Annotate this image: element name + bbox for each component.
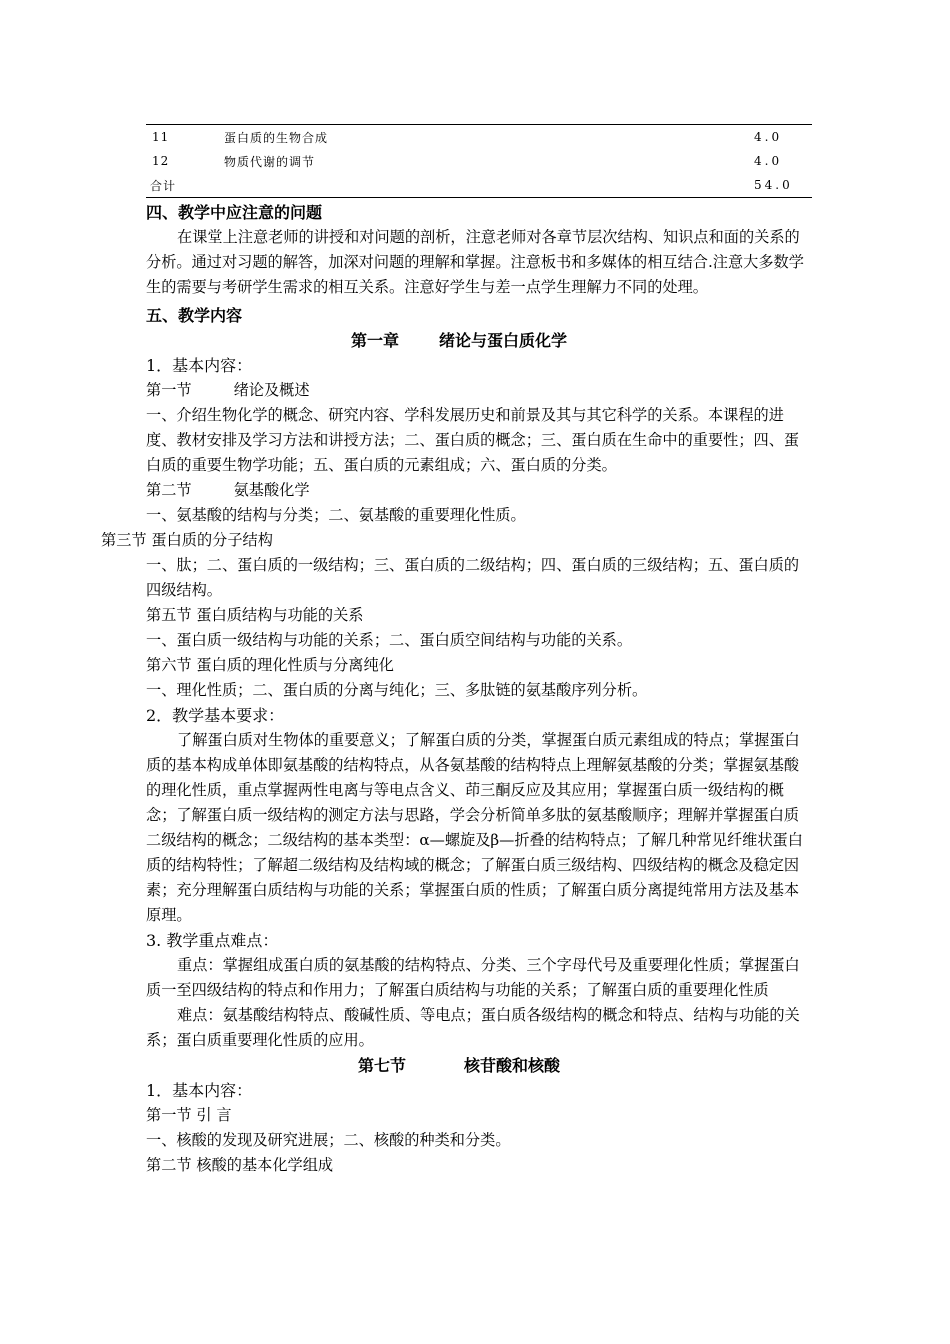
section-number: 第一节 xyxy=(146,381,192,399)
subheading: 2．教学基本要求： xyxy=(146,706,285,725)
row-topic xyxy=(224,173,754,198)
paragraph: 一、氨基酸的结构与分类；二、氨基酸的重要理化性质。 xyxy=(146,506,526,524)
chapter-name: 绪论与蛋白质化学 xyxy=(439,331,568,350)
paragraph: 一、介绍生物化学的概念、研究内容、学科发展历史和前景及其与其它科学的关系。本课程的进度、教材安排及学习方法和讲授方法；二、蛋白质的概念；三、蛋白质在生命中的重要性；四、蛋白质的重要生物学功能；五、蛋白质的元素组成；六、蛋白质的分类。 xyxy=(146,406,800,474)
table-row xyxy=(146,149,812,173)
section-heading: 五、教学内容 xyxy=(146,306,243,325)
total-hours: 54.0 xyxy=(754,173,812,198)
chapter-number: 第一章 xyxy=(350,331,399,350)
subheading: 1．基本内容： xyxy=(146,356,253,375)
chapter-title xyxy=(106,328,812,353)
chapter-name: 核苷酸和核酸 xyxy=(464,1056,561,1075)
paragraph: 一、核酸的发现及研究进展；二、核酸的种类和分类。 xyxy=(146,1131,511,1149)
section-heading: 四、教学中应注意的问题 xyxy=(146,203,323,222)
paragraph: 一、肽；二、蛋白质的一级结构；三、蛋白质的二级结构；四、蛋白质的三级结构；五、蛋白质的四级结构。 xyxy=(146,556,800,599)
section-name: 氨基酸化学 xyxy=(233,481,310,499)
table-row xyxy=(146,125,812,150)
total-label: 合计 xyxy=(146,173,224,198)
paragraph: 一、理化性质；二、蛋白质的分离与纯化；三、多肽链的氨基酸序列分析。 xyxy=(146,681,648,699)
section-name: 绪论及概述 xyxy=(233,381,310,399)
paragraph: 了解蛋白质对生物体的重要意义；了解蛋白质的分类，掌握蛋白质元素组成的特点；掌握蛋白质的基本构成单体即氨基酸的结构特点，从各氨基酸的结构特点上理解氨基酸的分类；掌握氨基酸的理化性质，重点掌握两性电离与等电点含义、茚三酮反应及其应用；掌握蛋白质一级结构的概念；了解蛋白质一级结构的测定方法与思路，学会分析简单多肽的氨基酸顺序；理解并掌握蛋白质二级结构的概念；二级结构的基本类型：α—螺旋及β—折叠的结构特点；了解几种常见纤维状蛋白质的结构特性；了解超二级结构及结构域的概念；了解蛋白质三级结构、四级结构的概念及稳定因素；充分理解蛋白质结构与功能的关系；掌握蛋白质的性质；了解蛋白质分离提纯常用方法及基本原理。 xyxy=(146,731,803,924)
row-hours: 4.0 xyxy=(754,125,812,150)
section-title: 第一节 引 言 xyxy=(146,1106,232,1124)
section-title: 第五节 蛋白质结构与功能的关系 xyxy=(146,606,364,624)
section-number: 第二节 xyxy=(146,481,192,499)
paragraph: 一、蛋白质一级结构与功能的关系；二、蛋白质空间结构与功能的关系。 xyxy=(146,631,632,649)
row-topic: 蛋白质的生物合成 xyxy=(224,125,754,150)
row-topic: 物质代谢的调节 xyxy=(224,154,316,169)
section-title: 第六节 蛋白质的理化性质与分离纯化 xyxy=(146,656,394,674)
section-title xyxy=(146,478,812,503)
chapter-title xyxy=(106,1053,812,1078)
table-row-total xyxy=(146,173,812,198)
paragraph: 难点：氨基酸结构特点、酸碱性质、等电点；蛋白质各级结构的概念和特点、结构与功能的关系；蛋白质重要理化性质的应用。 xyxy=(146,1006,800,1049)
paragraph: 重点：掌握组成蛋白质的氨基酸的结构特点、分类、三个字母代号及重要理化性质；掌握蛋白质一至四级结构的特点和作用力；了解蛋白质结构与功能的关系；了解蛋白质的重要理化性质 xyxy=(146,956,800,999)
paragraph: 在课堂上注意老师的讲授和对问题的剖析，注意老师对各章节层次结构、知识点和面的关系的分析。通过对习题的解答，加深对问题的理解和掌握。注意板书和多媒体的相互结合.注意大多数学生的需要与考研学生需求的相互关系。注意好学生与差一点学生理解力不同的处理。 xyxy=(146,228,804,296)
subheading: 3. 教学重点难点： xyxy=(146,931,279,950)
row-hours: 4.0 xyxy=(754,154,783,168)
hours-table xyxy=(146,124,812,198)
section-title: 第二节 核酸的基本化学组成 xyxy=(146,1156,334,1174)
chapter-number: 第七节 xyxy=(357,1056,406,1075)
row-number: 11 xyxy=(146,125,224,150)
section-title: 第三节 蛋白质的分子结构 xyxy=(101,531,273,549)
subheading: 1．基本内容： xyxy=(146,1081,253,1100)
section-title xyxy=(146,378,812,403)
row-number: 12 xyxy=(152,154,170,168)
document-body xyxy=(101,200,812,1178)
